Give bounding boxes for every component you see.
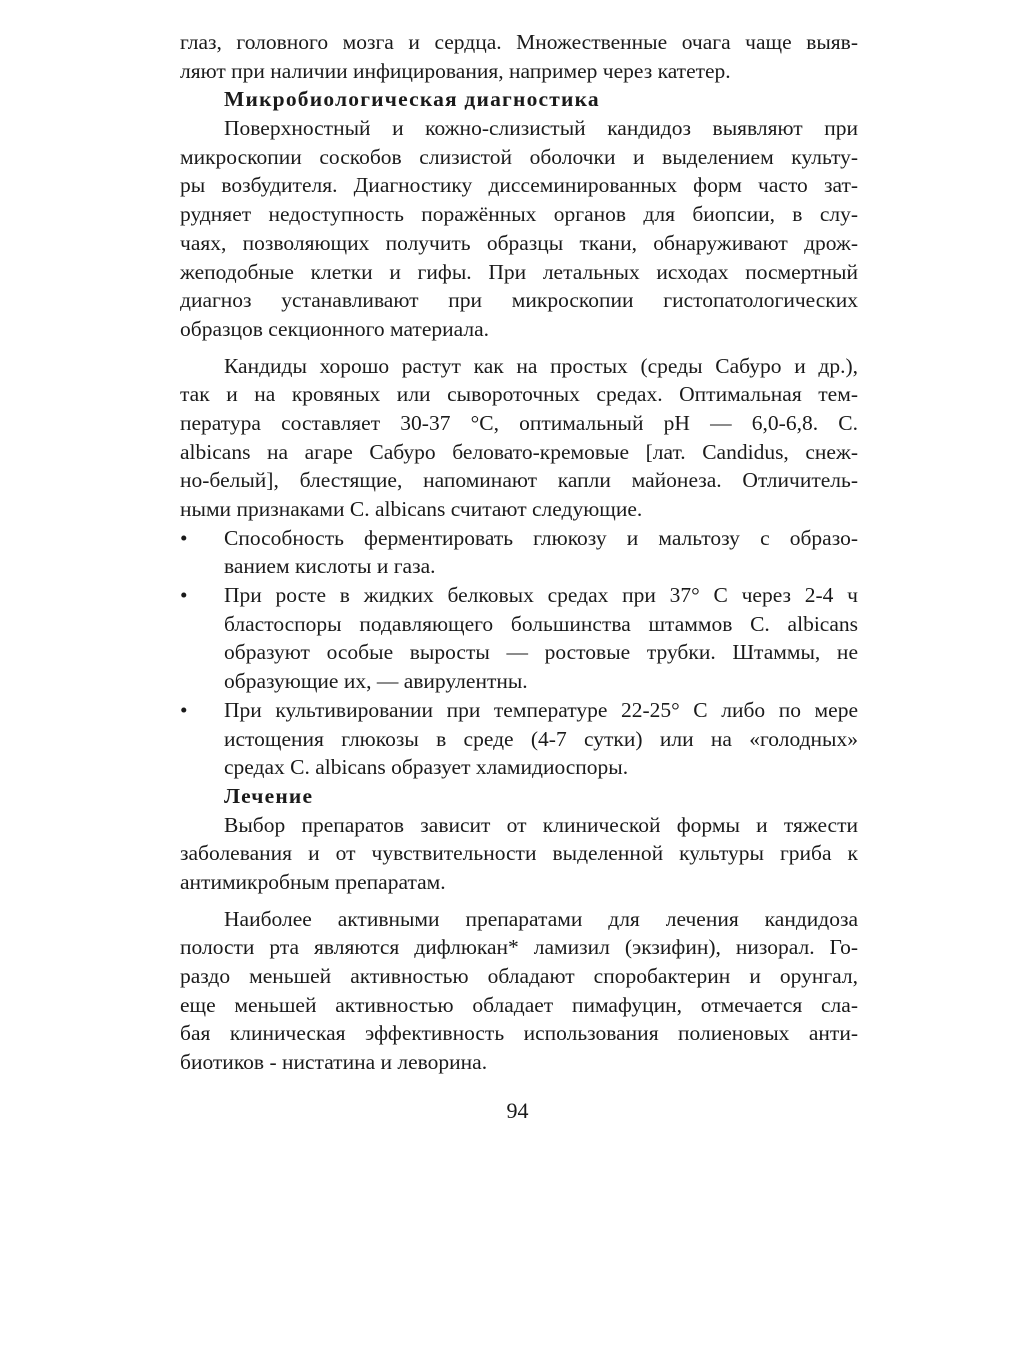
text-line: Выбор препаратов зависит от клинической формы и тяжести: [224, 812, 858, 837]
bullet-icon: •: [180, 583, 188, 608]
text-line: чаях, позволяющих получить образцы ткани, обнаруживают дрож-: [180, 230, 858, 255]
page-body: [180, 28, 858, 1077]
text-line: глаз, головного мозга и сердца. Множественные очага чаще выяв-: [180, 30, 858, 54]
text-line: диагноз устанавливают при микроскопии гистопатологических: [180, 288, 858, 313]
paragraph: [180, 905, 858, 1077]
text-line: ванием кислоты и газа.: [224, 554, 436, 579]
section-heading-microbiology: Микробиологическая диагностика: [224, 87, 600, 112]
text-line: средах С. albicans образует хламидиоспоры.: [224, 755, 629, 780]
bullet-item: [180, 524, 858, 581]
text-line: Кандиды хорошо растут как на простых (среды Сабуро и др.),: [224, 353, 858, 378]
text-line: пература составляет 30-37 °С, оптимальный рН — 6,0-6,8. С.: [180, 410, 858, 435]
text-line: бластоспоры подавляющего большинства штаммов С. albicans: [224, 611, 858, 636]
text-line: полости рта являются дифлюкан* ламизил (экзифин), низорал. Го-: [180, 935, 858, 960]
text-line: При росте в жидких белковых средах при 37° С через 2-4 ч: [224, 583, 858, 608]
text-line: микроскопии соскобов слизистой оболочки и выделением культу-: [180, 144, 858, 169]
bullet-icon: •: [180, 697, 188, 722]
paragraph: [180, 352, 858, 524]
text-line: так и на кровяных или сывороточных средах. Оптимальная тем-: [180, 382, 858, 407]
text-line: Наиболее активными препаратами для лечения кандидоза: [224, 906, 858, 931]
text-line: рудняет недоступность поражённых органов для биопсии, в слу-: [180, 202, 858, 227]
text-line: Поверхностный и кожно-слизистый кандидоз выявляют при: [224, 116, 858, 141]
text-line: антимикробным препаратам.: [180, 869, 446, 894]
text-line: жеподобные клетки и гифы. При летальных исходах посмертный: [180, 259, 858, 284]
text-line: еще меньшей активностью обладает пимафуцин, отмечается сла-: [180, 992, 858, 1017]
text-line: образцов секционного материала.: [180, 316, 489, 341]
text-line: но-белый], блестящие, напоминают капли майонеза. Отличитель-: [180, 468, 858, 493]
text-line: раздо меньшей активностью обладают споробактерин и орунгал,: [180, 964, 858, 988]
top-paragraph: [180, 28, 858, 85]
paragraph-spacer: [180, 897, 858, 905]
text-line: заболевания и от чувствительности выделенной культуры гриба к: [180, 841, 858, 866]
text-line: При культивировании при температуре 22-25° С либо по мере: [224, 697, 858, 722]
text-line: albicans на агаре Сабуро беловато-кремовые [лат. Candidus, снеж-: [180, 439, 858, 464]
text-line: ляют при наличии инфицирования, например через катетер.: [180, 58, 731, 83]
paragraph: [180, 114, 858, 344]
text-line: ры возбудителя. Диагностику диссеминированных форм часто зат-: [180, 173, 858, 198]
text-line: ными признаками С. albicans считают следующие.: [180, 497, 643, 521]
text-line: бая клиническая эффективность использования полиеновых анти-: [180, 1021, 858, 1046]
text-line: биотиков - нистатина и леворина.: [180, 1050, 488, 1075]
section-heading-treatment: Лечение: [224, 783, 314, 808]
paragraph-spacer: [180, 344, 858, 352]
page-number: 94: [506, 1098, 529, 1123]
text-line: образуют особые выросты — ростовые трубки. Штаммы, не: [224, 640, 858, 665]
text-line: образующие их, — авирулентны.: [224, 669, 528, 694]
text-line: Способность ферментировать глюкозу и мальтозу с образо-: [224, 525, 858, 550]
bullet-icon: •: [180, 525, 188, 550]
bullet-item: [180, 581, 858, 696]
paragraph: [180, 811, 858, 897]
text-line: истощения глюкозы в среде (4-7 сутки) или на «голодных»: [224, 726, 858, 751]
bullet-item: [180, 696, 858, 782]
